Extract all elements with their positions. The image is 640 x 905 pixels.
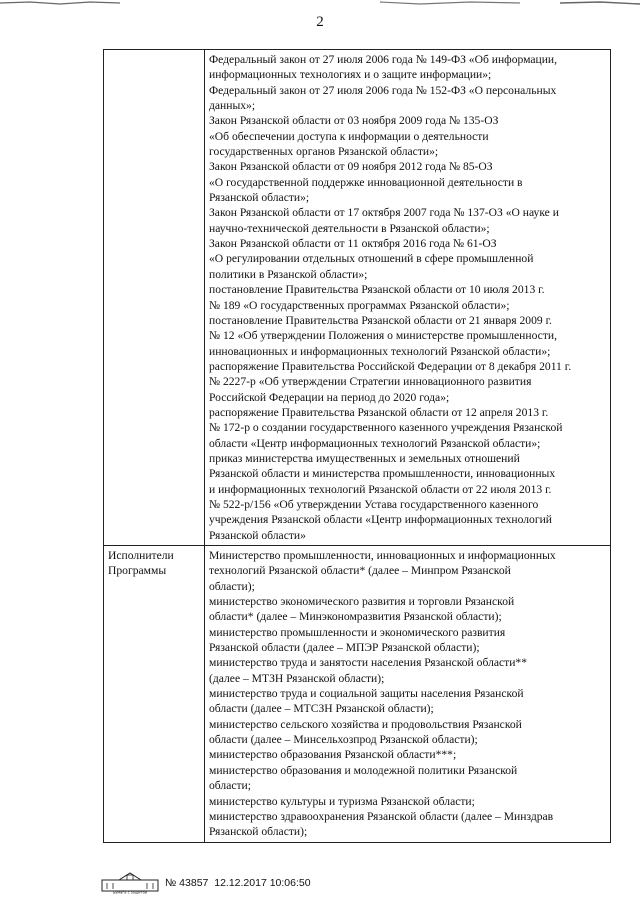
text-line: № 172-р о создании государственного казенного учреждения Рязанской	[209, 421, 563, 435]
text-line: Закон Рязанской области от 03 ноября 2009 года № 135-ОЗ	[209, 114, 499, 128]
text-line: министерство сельского хозяйства и продовольствия Рязанской	[209, 717, 522, 731]
text-line: Рязанской области»	[209, 528, 306, 542]
table-row-executors	[104, 546, 611, 843]
row-label-line: Программы	[108, 564, 167, 578]
text-line: постановление Правительства Рязанской области от 21 января 2009 г.	[209, 313, 552, 327]
text-line: «О государственной поддержке инновационной деятельности в	[209, 175, 523, 189]
text-line: инновационных и информационных технологий Рязанской области»;	[209, 344, 551, 358]
text-line: области (далее – Минсельхозпрод Рязанской области);	[209, 733, 478, 747]
text-line: Рязанской области (далее – МПЭР Рязанской области);	[209, 641, 480, 655]
text-line: области «Центр информационных технологий Рязанской области»;	[209, 436, 541, 450]
text-line: технологий Рязанской области* (далее – Минпром Рязанской	[209, 564, 511, 578]
text-line: государственных органов Рязанской области»;	[209, 145, 439, 159]
text-line: и информационных технологий Рязанской области от 22 июля 2013 г.	[209, 482, 552, 496]
document-registration	[165, 877, 311, 889]
text-line: области* (далее – Минэкономразвития Рязанской области);	[209, 610, 502, 624]
seal-caption: Бумага с защитой	[112, 890, 148, 894]
text-line: № 12 «Об утверждении Положения о министерстве промышленности,	[209, 329, 557, 343]
text-line: Рязанской области);	[209, 825, 308, 839]
text-line: «Об обеспечении доступа к информации о деятельности	[209, 129, 489, 143]
text-line: министерство труда и социальной защиты населения Рязанской	[209, 687, 524, 701]
row-label-cell	[104, 50, 205, 546]
text-line: Закон Рязанской области от 17 октября 2007 года № 137-ОЗ «О науке и	[209, 206, 559, 220]
protected-paper-seal-icon	[101, 872, 159, 894]
text-line: области;	[209, 779, 251, 793]
text-line: данных»;	[209, 99, 256, 113]
text-line: министерство образования Рязанской области***;	[209, 748, 457, 762]
text-line: Федеральный закон от 27 июля 2006 года № 152-ФЗ «О персональных	[209, 83, 557, 97]
text-line: Российской Федерации на период до 2020 года»;	[209, 390, 450, 404]
text-line: постановление Правительства Рязанской области от 10 июля 2013 г.	[209, 283, 545, 297]
text-line: № 2227-р «Об утверждении Стратегии инновационного развития	[209, 375, 532, 389]
text-line: Рязанской области»;	[209, 191, 310, 205]
footer-stamp	[101, 872, 311, 894]
text-line: № 522-р/156 «Об утверждении Устава государственного казенного	[209, 497, 539, 511]
row-label-cell	[104, 546, 205, 843]
text-line: № 189 «О государственных программах Рязанской области»;	[209, 298, 510, 312]
text-line: Рязанской области и министерства промышленности, инновационных	[209, 467, 556, 481]
scan-edge-artifact	[0, 0, 640, 8]
text-line: учреждения Рязанской области «Центр информационных технологий	[209, 513, 552, 527]
text-line: политики в Рязанской области»;	[209, 267, 368, 281]
document-number: № 43857	[165, 877, 209, 889]
text-line: министерство экономического развития и торговли Рязанской	[209, 595, 515, 609]
executors-cell	[205, 546, 611, 843]
text-line: министерство промышленности и экономического развития	[209, 625, 506, 639]
text-line: министерство труда и занятости населения Рязанской области**	[209, 656, 528, 670]
program-passport-table	[103, 49, 611, 843]
text-line: Закон Рязанской области от 11 октября 2016 года № 61-ОЗ	[209, 237, 497, 251]
text-line: распоряжение Правительства Российской Федерации от 8 декабря 2011 г.	[209, 359, 572, 373]
text-line: научно-технической деятельности в Рязанской области»;	[209, 221, 490, 235]
legal-acts-cell	[205, 50, 611, 546]
row-label-line: Исполнители	[108, 549, 174, 562]
text-line: Министерство промышленности, инновационных и информационных	[209, 549, 556, 562]
text-line: Закон Рязанской области от 09 ноября 2012 года № 85-ОЗ	[209, 160, 493, 174]
text-line: (далее – МТЗН Рязанской области);	[209, 671, 385, 685]
table-row-legal-basis	[104, 50, 611, 546]
text-line: области (далее – МТСЗН Рязанской области);	[209, 702, 434, 716]
text-line: информационных технологиях и о защите информации»;	[209, 68, 492, 82]
text-line: «О регулировании отдельных отношений в сфере промышленной	[209, 252, 534, 266]
text-line: области);	[209, 579, 255, 593]
text-line: министерство культуры и туризма Рязанской области;	[209, 794, 475, 808]
text-line: Федеральный закон от 27 июля 2006 года № 149-ФЗ «Об информации,	[209, 53, 558, 66]
text-line: министерство образования и молодежной политики Рязанской	[209, 763, 518, 777]
text-line: приказ министерства имущественных и земельных отношений	[209, 451, 520, 465]
page-number: 2	[316, 14, 324, 30]
text-line: распоряжение Правительства Рязанской области от 12 апреля 2013 г.	[209, 405, 549, 419]
document-datetime: 12.12.2017 10:06:50	[214, 877, 311, 889]
text-line: министерство здравоохранения Рязанской области (далее – Минздрав	[209, 809, 554, 823]
